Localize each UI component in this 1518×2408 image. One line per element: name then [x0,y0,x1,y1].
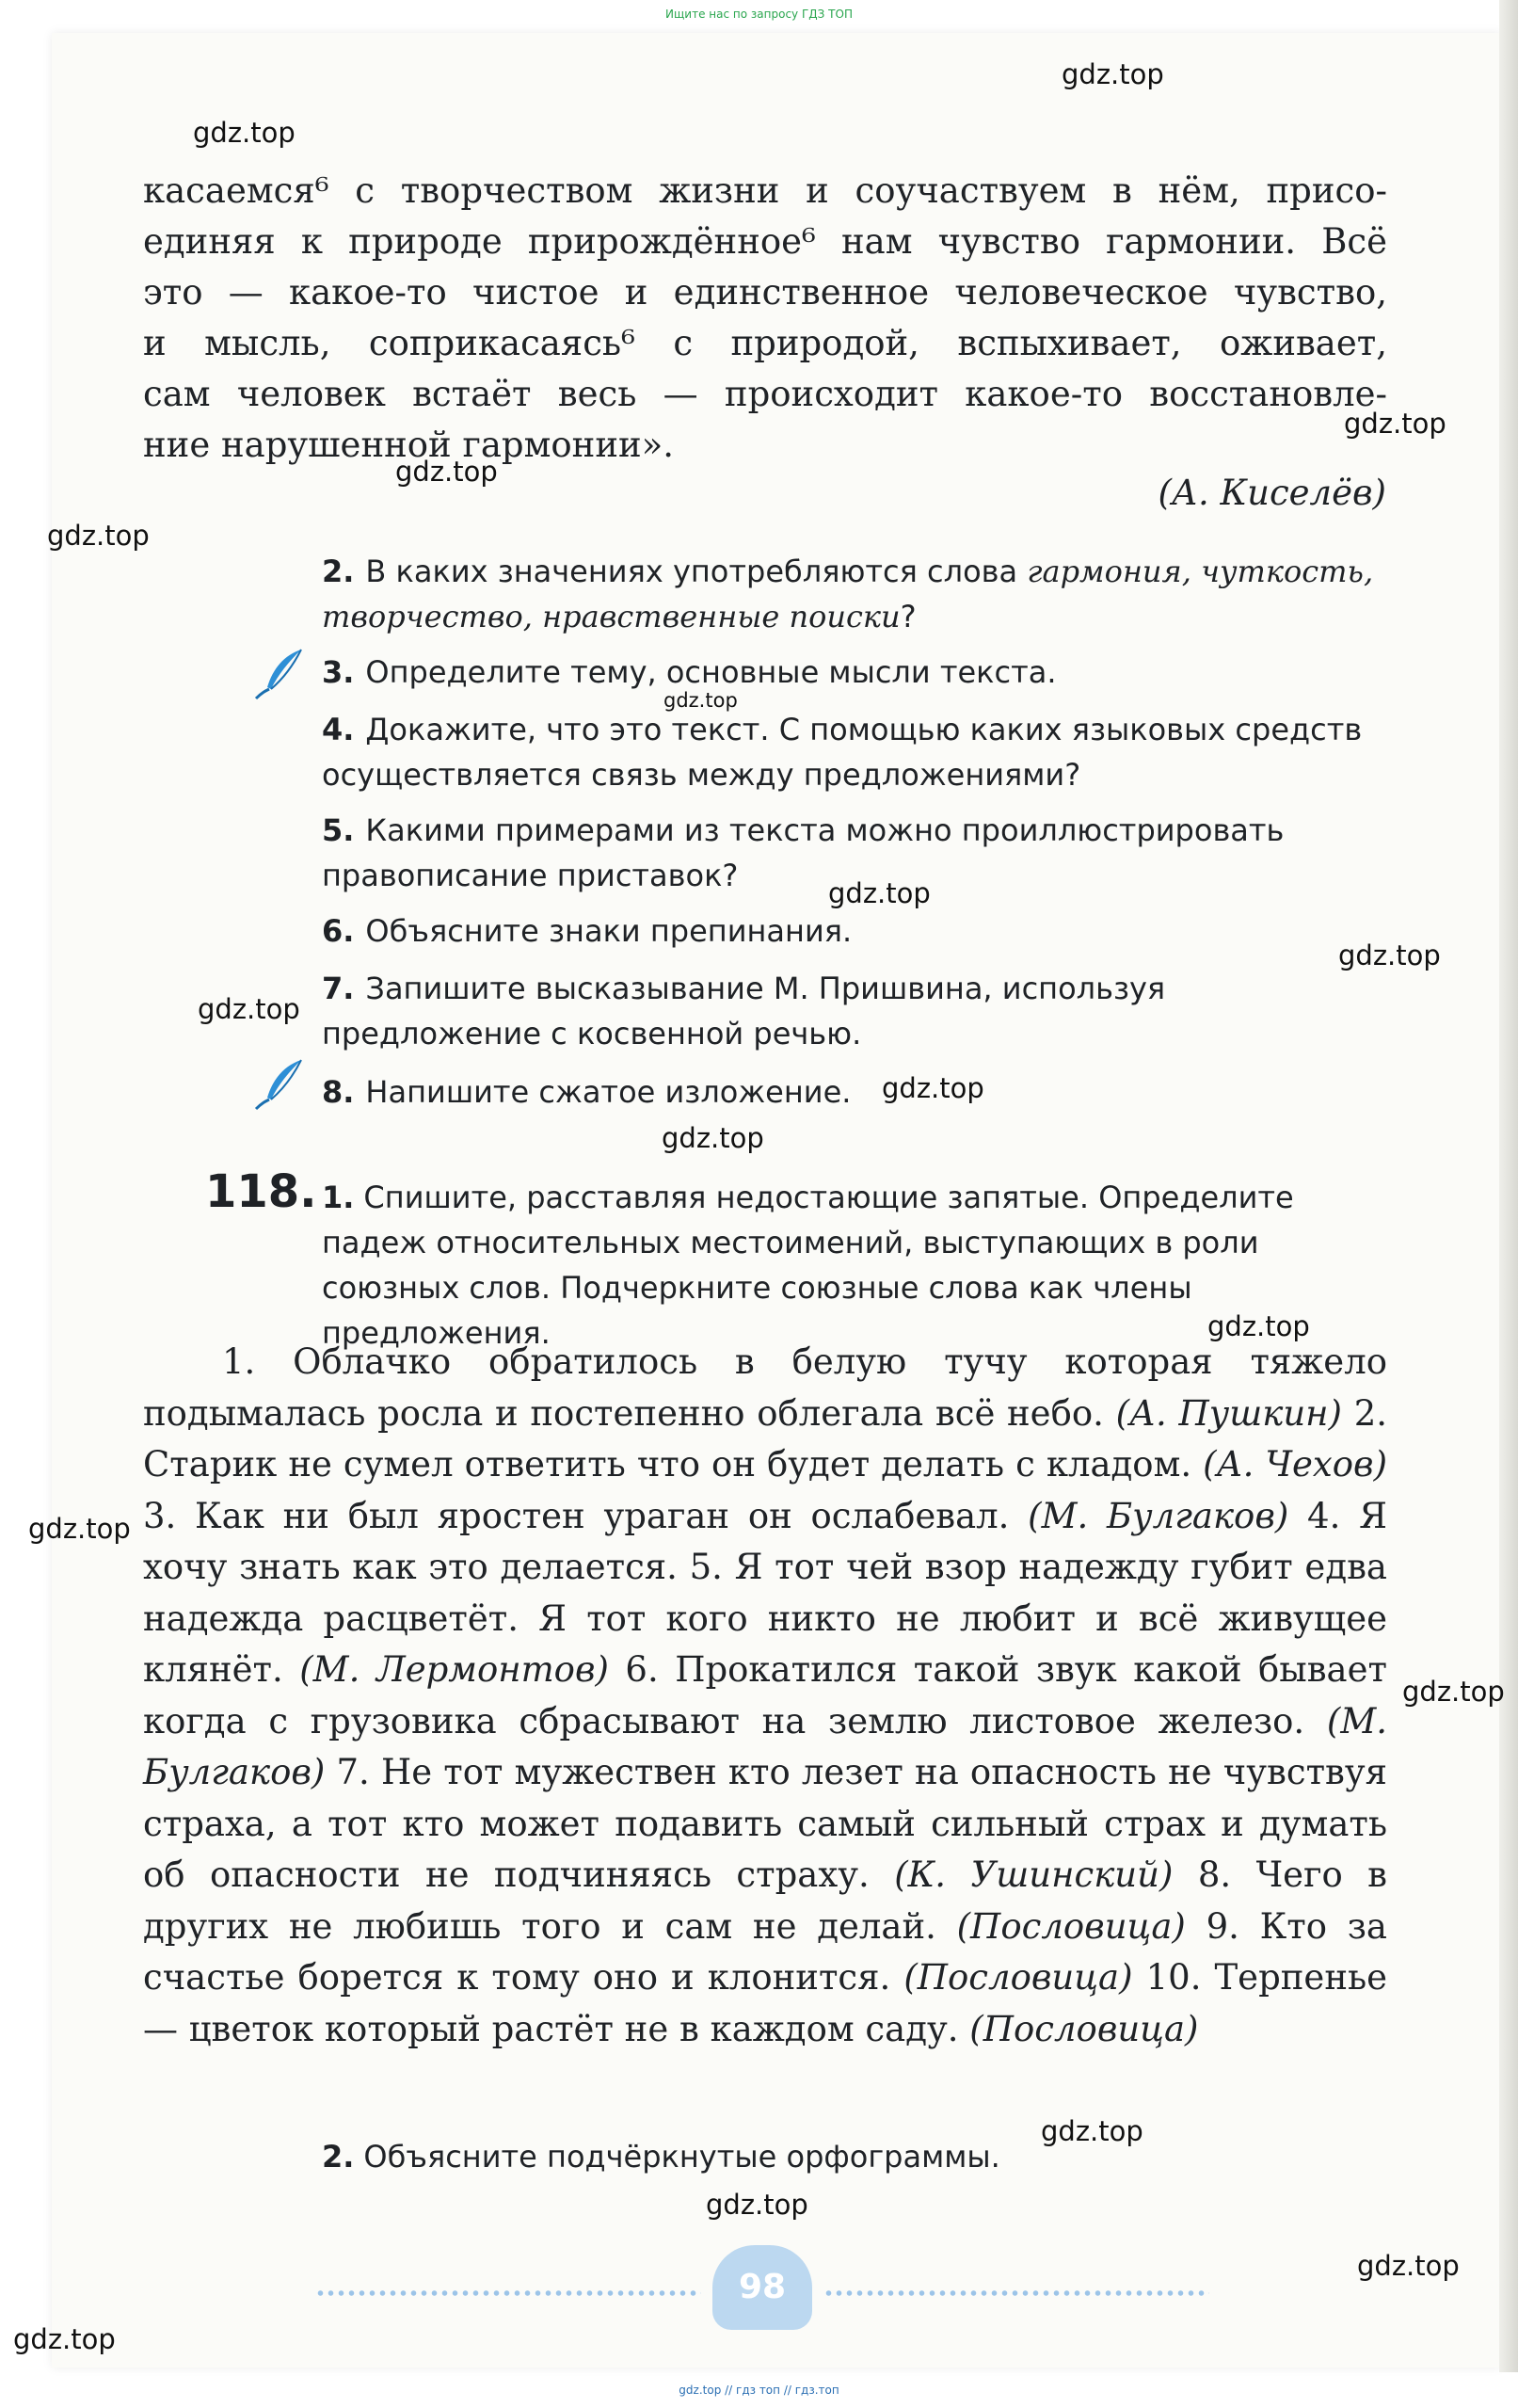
question-text: Объясните знаки препинания. [365,913,853,949]
sentence: 1. Облачко обратилось в белую тучу которая тяжело подымалась росла и постепенно облегала всё небо. [143,1341,1387,1434]
watermark: gdz.top [198,993,300,1025]
watermark: gdz.top [1357,2250,1460,2282]
task-text: Спишите, расставляя недостающие запятые. Определите падеж относительных местоимений, выступающих в роли союзных слов. Подчеркните союзные слова как члены предложения. [322,1180,1294,1351]
watermark: gdz.top [47,520,150,552]
sentence-source: (Пословица) [903,1957,1133,1998]
question-number: 4. [322,712,355,747]
page-number: 98 [712,2245,812,2330]
question-text: Какими примерами из текста можно проиллюстрировать правописание приставок? [322,812,1285,893]
sentence-source: (М. Булгаков) [1028,1495,1289,1536]
bottom-note: gdz.top // гдз топ // гдз.топ [679,2384,839,2397]
question-text: Запишите высказывание М. Пришвина, используя предложение с косвенной речью. [322,971,1166,1051]
question-7 [322,966,1387,1056]
sentence: 6. Прокатился такой звук какой бывает когда с грузовика сбрасывают на землю листовое железо. [143,1649,1387,1742]
sentence-source: (М. Лермонтов) [299,1649,609,1690]
sentence: 2. Старик не сумел ответить что он будет делать с кладом. [143,1392,1387,1485]
watermark: gdz.top [28,1513,131,1545]
exercise-sentences [143,1337,1387,2055]
quill-icon [252,1056,309,1113]
sentence: 4. Я хочу знать как это делается. 5. Я тот чей взор надежду губит едва надежда расцветёт. Я тот кого никто не любит и всё живущее клянёт. [143,1495,1387,1690]
question-italic-words: гармония, чуткость, творчество, нравственные поиски [322,554,1374,634]
sentence: 3. Как ни был яростен ураган он ослабевал. [143,1495,1010,1536]
task-number: 1. [322,1180,355,1215]
watermark: gdz.top [1062,58,1164,90]
question-2 [322,549,1387,639]
question-number: 2. [322,554,355,589]
sentence-source: (Пословица) [969,2008,1199,2049]
sentence: 7. Не тот мужествен кто лезет на опасность не чувствуя страха, а тот кто может подавить самый сильный страх и думать об опасности не подчиняясь страху. [143,1752,1387,1895]
question-text: Докажите, что это текст. С помощью каких языковых средств осуществляется связь между предложениями? [322,712,1363,793]
watermark: gdz.top [1338,939,1441,971]
passage-line: единяя к природе прирождённое⁶ нам чувство гармонии. Всё [143,221,1387,262]
passage-line: сам человек встаёт весь — происходит какое-то восстановле- [143,374,1387,414]
watermark: gdz.top [193,117,296,149]
question-end: ? [900,599,917,634]
sentence: 8. Чего в других не любишь того и сам не делай. [143,1854,1388,1947]
passage-line: и мысль, соприкасаясь⁶ с природой, вспыхивает, оживает, [143,323,1387,363]
sentence-source: (М. Булгаков) [143,1700,1387,1792]
watermark: gdz.top [1344,408,1446,440]
watermark: gdz.top [13,2323,116,2355]
question-number: 6. [322,913,355,949]
question-number: 8. [322,1074,355,1110]
watermark: gdz.top [663,689,738,712]
quill-icon [252,646,309,702]
passage-line: это — какое-то чистое и единственное человеческое чувство, [143,272,1387,313]
footer-dots-left [315,2290,701,2296]
watermark: gdz.top [1207,1310,1310,1342]
watermark: gdz.top [706,2189,808,2221]
question-6 [322,908,1387,954]
passage-line: ние нарушенной гармонии». [143,425,675,465]
question-3 [322,650,1387,695]
watermark: gdz.top [662,1122,764,1154]
question-4 [322,707,1387,797]
sentence: 10. Терпенье — цветок который растёт не в каждом саду. [143,1957,1388,2049]
task-text: Объясните подчёркнутые орфограммы. [363,2139,1000,2175]
passage-line: касаемся⁶ с творчеством жизни и соучаствуем в нём, присо- [143,170,1387,211]
watermark: gdz.top [1402,1676,1505,1708]
watermark: gdz.top [882,1072,984,1104]
question-number: 7. [322,971,355,1006]
question-number: 3. [322,654,355,690]
footer-dots-right [823,2290,1209,2296]
question-8 [322,1069,1387,1115]
sentence-source: (А. Чехов) [1203,1444,1388,1485]
sentence-source: (А. Пушкин) [1115,1392,1342,1434]
question-number: 5. [322,812,355,848]
watermark: gdz.top [395,456,498,488]
question-text: В каких значениях употребляются слова [365,554,1018,589]
question-text: Напишите сжатое изложение. [365,1074,852,1110]
sentence-source: (К. Ушинский) [894,1854,1174,1895]
passage-author: (А. Киселёв) [1158,473,1386,513]
watermark: gdz.top [828,877,931,909]
watermark: gdz.top [1041,2115,1143,2147]
exercise-task-2 [322,2139,1387,2175]
exercise-number: 118. [205,1165,317,1218]
sentence: 9. Кто за счастье борется к тому оно и клонится. [143,1905,1387,1998]
page-edge [1499,0,1518,2372]
top-note: Ищите нас по запросу ГДЗ ТОП [665,8,853,21]
task-number: 2. [322,2139,355,2175]
question-text: Определите тему, основные мысли текста. [365,654,1057,690]
sentence-source: (Пословица) [956,1905,1186,1947]
